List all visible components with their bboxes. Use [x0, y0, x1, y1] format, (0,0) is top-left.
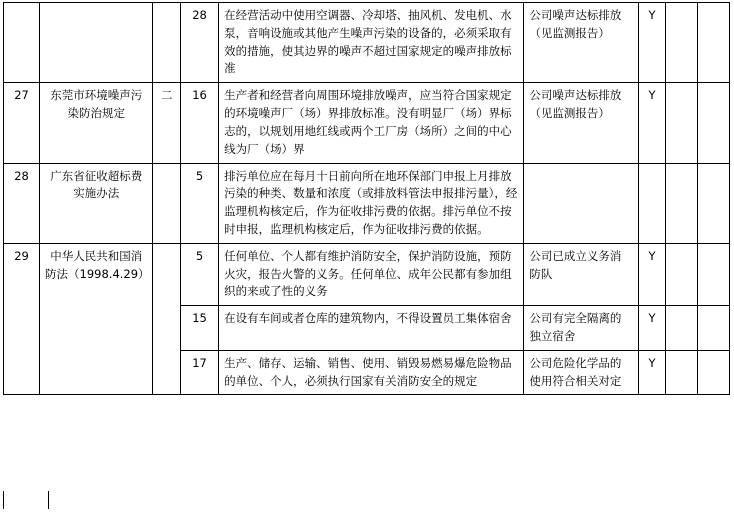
table-row	[4, 243, 730, 305]
document-page	[0, 2, 734, 512]
row-number: 27	[4, 83, 40, 163]
regulation-name	[40, 3, 153, 83]
extra-column-2	[698, 243, 730, 305]
extra-column-1	[666, 350, 698, 395]
requirement-content: 任何单位、个人都有维护消防安全，保护消防设施，预防火灾，报告火警的义务。任何单位、成年公民都有参加组织的来或了性的义务	[219, 243, 524, 305]
extra-column-2	[698, 306, 730, 351]
row-number: 28	[4, 163, 40, 243]
table-column-border-continuation	[48, 491, 49, 509]
compliance-table	[3, 2, 730, 395]
clause-number: 5	[180, 243, 218, 305]
evaluation-content: 公司危险化学品的使用符合相关对定	[524, 350, 638, 395]
evaluation-content: 公司噪声达标排放（见监测报告）	[524, 3, 638, 83]
requirement-content: 生产、储存、运输、销售、使用、销毁易燃易爆危险物品的单位、个人，必须执行国家有关消防安全的规定	[219, 350, 524, 395]
requirement-content: 生产者和经营者向周围环境排放噪声，应当符合国家规定的环境噪声厂（场）界排放标准。没有明显厂（场）界标志的，以规划用地红线或两个工厂房（场所）之间的中心线为厂（场）界	[219, 83, 524, 163]
requirement-content: 在经营活动中使用空调器、冷却塔、抽风机、发电机、水泵，音响设施或其他产生噪声污染的设备的，必须采取有效的措施，使其边界的噪声不超过国家规定的噪声排放标准	[219, 3, 524, 83]
clause-number: 17	[180, 350, 218, 395]
extra-column-1	[666, 83, 698, 163]
table-row	[4, 83, 730, 163]
conformity-mark: Y	[638, 83, 666, 163]
regulation-level	[153, 243, 181, 395]
clause-number: 5	[180, 163, 218, 243]
requirement-content: 在设有车间或者仓库的建筑物内，不得设置员工集体宿舍	[219, 306, 524, 351]
regulation-level: 二	[153, 83, 181, 163]
extra-column-2	[698, 350, 730, 395]
extra-column-1	[666, 3, 698, 83]
conformity-mark	[638, 163, 666, 243]
regulation-name: 中华人民共和国消防法（1998.4.29）	[40, 243, 153, 395]
extra-column-1	[666, 243, 698, 305]
table-left-border-continuation	[3, 491, 4, 509]
table-row	[4, 163, 730, 243]
evaluation-content: 公司已成立义务消防队	[524, 243, 638, 305]
requirement-content: 排污单位应在每月十日前向所在地环保部门申报上月排放污染的种类、数量和浓度（或排放料管法申报排污量），经监理机构核定后，作为征收排污费的依据。排污单位不按时申报，监理机构核定后，作为征收排污费的依据。	[219, 163, 524, 243]
extra-column-1	[666, 163, 698, 243]
evaluation-content	[524, 163, 638, 243]
table-row	[4, 3, 730, 83]
clause-number: 15	[180, 306, 218, 351]
extra-column-2	[698, 3, 730, 83]
conformity-mark: Y	[638, 350, 666, 395]
extra-column-1	[666, 306, 698, 351]
row-number: 29	[4, 243, 40, 395]
evaluation-content: 公司有完全隔离的独立宿舍	[524, 306, 638, 351]
clause-number: 16	[180, 83, 218, 163]
clause-number: 28	[180, 3, 218, 83]
regulation-name: 广东省征收超标费实施办法	[40, 163, 153, 243]
conformity-mark: Y	[638, 3, 666, 83]
conformity-mark: Y	[638, 306, 666, 351]
regulation-level	[153, 3, 181, 83]
evaluation-content: 公司噪声达标排放（见监测报告）	[524, 83, 638, 163]
extra-column-2	[698, 83, 730, 163]
regulation-name: 东莞市环境噪声污染防治规定	[40, 83, 153, 163]
row-number	[4, 3, 40, 83]
conformity-mark: Y	[638, 243, 666, 305]
extra-column-2	[698, 163, 730, 243]
regulation-level	[153, 163, 181, 243]
